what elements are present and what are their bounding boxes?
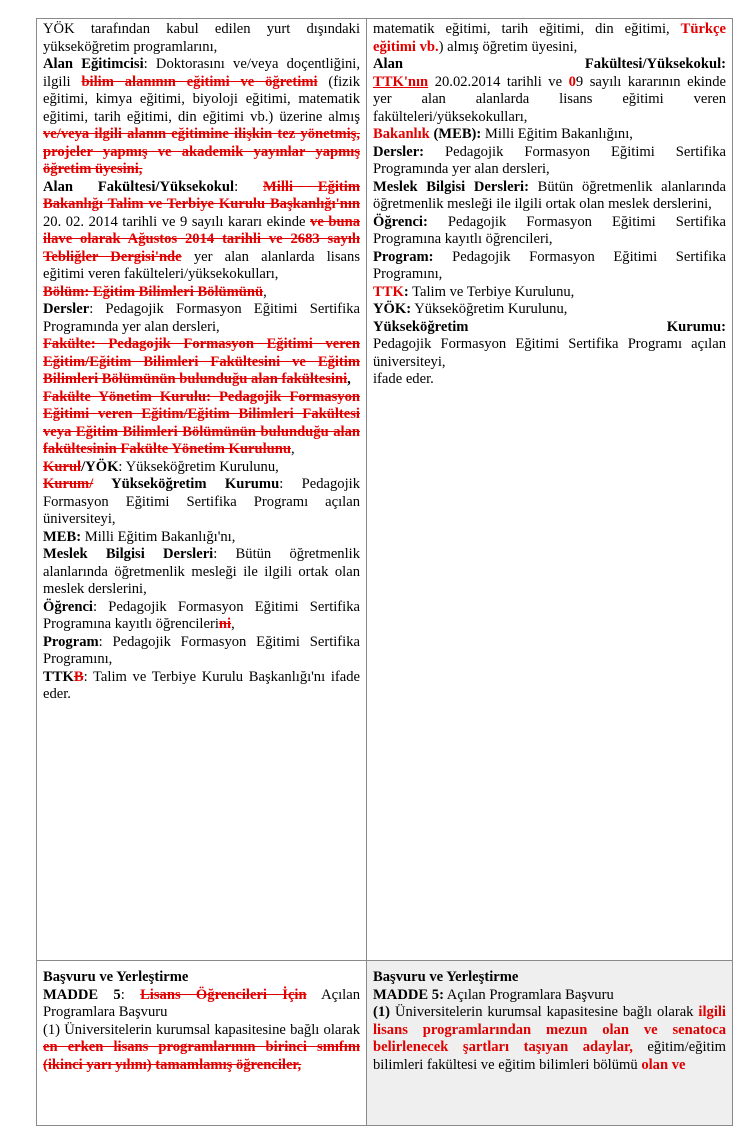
article-number: MADDE 5 (43, 986, 121, 1003)
definition-text: Pedagojik Formasyon Eğitimi Sertifika Programına kayıtlı öğrencileri, (373, 213, 726, 247)
definition-text: (fizik eğitimi, kimya eğitimi, biyoloji eğitimi, matematik eğitimi, tarih eğitimi, din eğitimi vb.) üzerine almış (43, 73, 361, 125)
definition-text: Talim ve Terbiye Kurulunu, (408, 283, 575, 300)
deleted-text: en erken lisans programlarının birinci sınıfını (ikinci yarı yılını) tamamlamış öğrenciler, (43, 1039, 360, 1073)
definition-fakulte-yonetim-kurulu (43, 389, 360, 459)
definition-text: , (263, 283, 267, 300)
added-text: ilgili lisans programlarından mezun olan ve senatoca belirlenecek şartları taşıyan adaylar, (373, 1004, 726, 1055)
definition-yok (43, 459, 360, 477)
term-label: Program (43, 633, 99, 650)
definition-alan-fakultesi (43, 179, 360, 284)
article-text: Açılan Programlara Başvuru (443, 986, 614, 1003)
old-article-cell (37, 961, 367, 1126)
definition-text: Milli Eğitim Bakanlığı'nı, (81, 528, 236, 545)
article-title (43, 987, 360, 1022)
term-label: Meslek Bilgisi Dersleri: (373, 178, 529, 195)
term-label: Program: (373, 248, 434, 265)
definition-text: : (234, 178, 263, 195)
added-text: Türkçe eğitimi vb. (373, 21, 726, 55)
definition-kurum (43, 476, 360, 529)
term-label: /YÖK (81, 458, 119, 475)
old-text-cell (37, 19, 367, 961)
definition-text: ) almış öğretim üyesini, (438, 38, 578, 55)
definition-yok (373, 301, 726, 319)
term-label: MEB: (43, 528, 82, 545)
term-label: Yükseköğretim Kurumu (93, 476, 280, 492)
term-label: (MEB): (429, 126, 482, 142)
deleted-text: ve/veya ilgili alanın eğitimine ilişkin tez yönetmiş, projeler yapmış ve akademik yayınlar yapmış öğretim üyesini, (43, 126, 360, 177)
deleted-text: Milli Eğitim Bakanlığı Talim ve Terbiye Kurulu Başkanlığı'nın (43, 178, 360, 212)
definition-text: 20. 02. 2014 tarihli ve 9 sayılı kararı ekinde (43, 213, 311, 230)
definition-alan-egitimcisi-cont (373, 21, 726, 56)
definition-alan-fakultesi (373, 74, 726, 127)
definition-text: : Yükseköğretim Kurulunu, (118, 458, 279, 475)
definition-text: yer alan alanlarda lisans eğitimi veren fakülteleri/yüksekokulları, (43, 248, 360, 282)
added-text: TTK'nın (373, 73, 429, 90)
definition-meslek-bilgisi (373, 179, 726, 214)
term-label: Dersler (43, 301, 90, 317)
definition-kurum-term (373, 319, 726, 337)
definition-bakanlik (373, 126, 726, 144)
term-label: Fakültesi/Yüksekokul: (584, 56, 726, 72)
definition-text: , (347, 371, 351, 387)
comparison-document (36, 18, 732, 1126)
term-label: Alan (373, 56, 404, 72)
deleted-text: Lisans Öğrencileri İçin (140, 986, 307, 1003)
definition-program (43, 634, 360, 669)
closing-text: ifade eder. (373, 371, 434, 387)
term-label: Yükseköğretim (373, 318, 469, 335)
definition-text: 20.02.2014 tarihli ve (428, 73, 569, 90)
term-label: Dersler: (373, 143, 425, 160)
table-row (37, 19, 733, 961)
definition-meb (43, 529, 360, 547)
term-label: Alan Eğitimcisi (43, 56, 144, 72)
definition-text: matematik eğitimi, tarih eğitimi, din eğitimi, (373, 21, 681, 37)
term-label: YÖK: (373, 301, 412, 317)
term-label: Alan Fakültesi/Yüksekokul (43, 178, 235, 195)
deleted-text: Kurum/ (43, 476, 94, 492)
definition-ttk (43, 669, 360, 704)
added-text: Bakanlık (373, 126, 430, 142)
definition-text: Pedagojik Formasyon Eğitimi Sertifika Programını, (373, 248, 726, 282)
new-text-cell (367, 19, 733, 961)
deleted-text: Fakülte: Pedagojik Formasyon Eğitimi veren Eğitim/Eğitim Bilimleri Fakültesini ve Eğitim Bilimleri Bölümünün bulunduğu alan fakültesini (43, 336, 360, 387)
new-article-cell (367, 961, 733, 1126)
definition-text: : Doktorasını ve/veya doçentliğini, ilgili (43, 56, 361, 90)
definition-bolum (43, 284, 360, 302)
deleted-text: Fakülte Yönetim Kurulu: Pedagojik Formasyon Eğitimi veren Eğitim/Eğitim Bilimleri Fakültesi veya Eğitim Bilimleri Bölümünün bulunduğu alan fakültesinin Fakülte Yönetim Kurulunu (43, 388, 360, 457)
section-heading-text: Başvuru ve Yerleştirme (373, 969, 519, 985)
definition-text: : Pedagojik Formasyon Eğitimi Sertifika Programını, (43, 633, 360, 667)
definition-text: Milli Eğitim Bakanlığını, (481, 126, 633, 142)
definition-text: : Bütün öğretmenlik alanlarında öğretmenlik mesleği ile ilgili ortak olan meslek derslerini, (43, 546, 360, 597)
term-label: Meslek Bilgisi Dersleri (43, 546, 214, 562)
definition-alan-egitimcisi (43, 56, 360, 179)
article-paragraph (43, 1022, 360, 1075)
added-text: 0 (568, 73, 576, 90)
added-text: olan ve (641, 1056, 686, 1073)
section-heading (373, 969, 726, 987)
deleted-text: bilim alanının eğitimi ve öğretimi (81, 73, 318, 90)
article-paragraph (373, 1004, 726, 1074)
definition-alan-fakultesi-term (373, 56, 726, 74)
definition-text: Pedagojik Formasyon Eğitimi Sertifika Programında yer alan dersleri, (373, 143, 726, 177)
term-label: Kurumu: (666, 318, 726, 335)
definition-text: : Talim ve Terbiye Kurulu Başkanlığı'nı ifade eder. (43, 668, 360, 702)
comparison-table (36, 18, 733, 1126)
definition-kurum: Pedagojik Formasyon Eğitimi Sertifika Programı açılan üniversiteyi, (373, 336, 726, 370)
definition-dersler (43, 301, 360, 336)
deleted-text: ni (218, 616, 232, 632)
definition-text: , (231, 616, 235, 632)
definition-meslek-bilgisi (43, 546, 360, 599)
article-text: Açılan Programlara Başvuru (43, 986, 360, 1020)
article-text: eğitim/eğitim bilimleri fakültesi ve eğitim bilimleri bölümü (373, 1039, 726, 1073)
definition-text: Bütün öğretmenlik alanlarında öğretmenlik mesleği ile ilgili ortak olan meslek derslerini, (373, 178, 726, 212)
definition-ogrenci (373, 214, 726, 249)
definition-paragraph: YÖK tarafından kabul edilen yurt dışındaki yükseköğretim programlarını, (43, 21, 360, 55)
article-text: Üniversitelerin kurumsal kapasitesine bağlı olarak (390, 1004, 699, 1020)
added-text: TTK (373, 283, 404, 300)
deleted-text: B (73, 668, 84, 685)
section-heading (43, 969, 360, 987)
definition-program (373, 249, 726, 284)
definition-dersler (373, 144, 726, 179)
deleted-text: Kurul (43, 458, 82, 475)
term-label: Öğrenci (43, 598, 93, 615)
article-title (373, 987, 726, 1005)
definition-text: : Pedagojik Formasyon Eğitimi Sertifika Programında yer alan dersleri, (43, 301, 360, 335)
table-row (37, 961, 733, 1126)
term-label: Öğrenci: (373, 213, 428, 230)
deleted-text: Bölüm: Eğitim Bilimleri Bölümünü (43, 283, 264, 300)
article-text: : (120, 986, 141, 1003)
article-text: (1) Üniversitelerin kurumsal kapasitesine bağlı olarak (43, 1021, 360, 1038)
deleted-text: ve buna ilave olarak Ağustos 2014 tarihli ve 2683 sayılı Tebliğler Dergisi'nde (43, 213, 360, 265)
definition-text: : Pedagojik Formasyon Eğitimi Sertifika Programına kayıtlı öğrencileri (43, 598, 360, 632)
paragraph-number: (1) (373, 1004, 391, 1020)
term-label: TTK (43, 668, 74, 685)
definition-text: Yükseköğretim Kurulunu, (411, 301, 568, 317)
article-number: MADDE 5: (373, 986, 444, 1003)
definition-ttk (373, 284, 726, 302)
definition-text: 9 sayılı kararının ekinde yer alan alanlarda lisans eğitimi veren fakülteleri/yüksekokulları, (373, 73, 726, 125)
definition-text: , (291, 441, 295, 457)
term-label: : (403, 283, 409, 300)
definition-fakulte (43, 336, 360, 389)
definition-text: : Pedagojik Formasyon Eğitimi Sertifika Programı açılan üniversiteyi, (43, 476, 360, 527)
definition-ogrenci (43, 599, 360, 634)
section-heading-text: Başvuru ve Yerleştirme (43, 969, 189, 985)
